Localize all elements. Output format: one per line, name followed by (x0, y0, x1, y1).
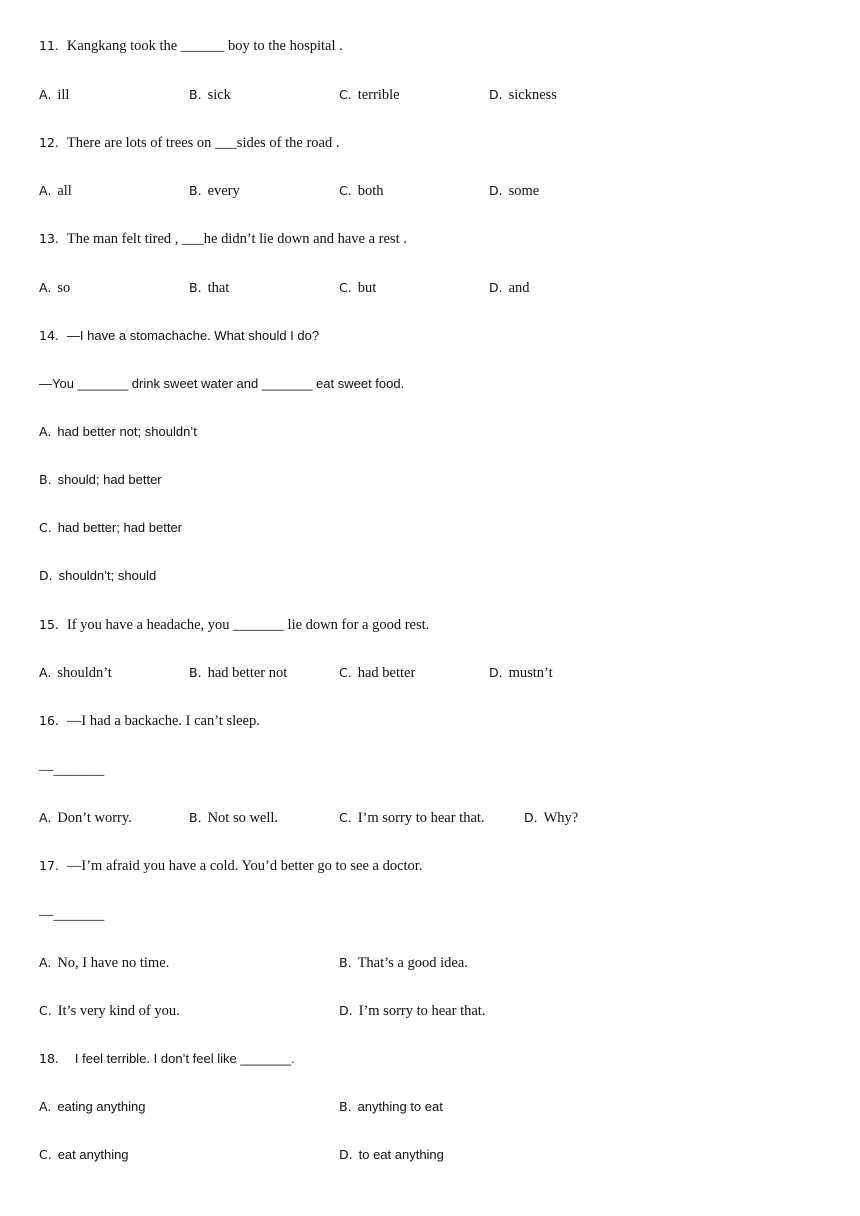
question-14-stem (39, 327, 319, 345)
option-d: D. shouldn’t; should (39, 568, 157, 583)
option-c: C. but (339, 280, 377, 296)
option-a: A. had better not; shouldn’t (39, 424, 197, 439)
option-a: A. shouldn’t (39, 665, 112, 681)
option-d: D. some (489, 183, 540, 199)
option-c: C. both (339, 183, 384, 199)
question-11-stem (39, 37, 343, 55)
question-16-stem (39, 712, 260, 730)
option-d: D. to eat anything (339, 1147, 444, 1162)
option-d: D. I’m sorry to hear that. (339, 1003, 486, 1019)
question-number: 13. (39, 231, 59, 246)
question-number: 15. (39, 617, 59, 632)
question-text: There are lots of trees on ___sides of the road . (66, 135, 340, 151)
question-number: 18. (39, 1051, 59, 1066)
option-c: C. terrible (339, 87, 400, 103)
option-b: B. sick (189, 87, 231, 103)
option-c: C. eat anything (39, 1147, 129, 1162)
option-b: B. anything to eat (339, 1099, 443, 1114)
question-text: If you have a headache, you _______ lie down for a good rest. (66, 617, 430, 633)
question-16-response: —_______ (39, 762, 105, 778)
option-b: B. that (189, 280, 230, 296)
option-c: C. I’m sorry to hear that. (339, 810, 485, 826)
question-18-stem (39, 1050, 295, 1068)
option-d: D. mustn’t (489, 665, 553, 681)
question-number: 11. (39, 38, 59, 53)
question-12-stem (39, 134, 339, 152)
option-a: A. all (39, 183, 72, 199)
option-a: A. so (39, 280, 71, 296)
option-d: D. sickness (489, 87, 557, 103)
question-17-response: —_______ (39, 907, 105, 923)
option-b: B. That’s a good idea. (339, 955, 468, 971)
option-d: D. and (489, 280, 530, 296)
option-b: B. Not so well. (189, 810, 279, 826)
question-14-response: —You _______ drink sweet water and _______ eat sweet food. (39, 376, 405, 391)
option-b: B. should; had better (39, 472, 162, 487)
option-c: C. had better (339, 665, 416, 681)
question-17-stem (39, 857, 422, 875)
option-b: B. every (189, 183, 240, 199)
question-text: —I had a backache. I can’t sleep. (66, 713, 260, 729)
option-a: A. ill (39, 87, 70, 103)
option-a: A. No, I have no time. (39, 955, 170, 971)
question-number: 14. (39, 328, 59, 343)
option-c: C. It’s very kind of you. (39, 1003, 180, 1019)
question-number: 17. (39, 858, 59, 873)
option-c: C. had better; had better (39, 520, 183, 535)
option-b: B. had better not (189, 665, 288, 681)
question-text: —I’m afraid you have a cold. You’d better go to see a doctor. (66, 858, 423, 874)
question-text: Kangkang took the ______ boy to the hospital . (66, 38, 343, 54)
question-number: 12. (39, 135, 59, 150)
option-a: A. Don’t worry. (39, 810, 132, 826)
question-15-stem (39, 616, 429, 634)
question-text: —I have a stomachache. What should I do? (66, 328, 320, 343)
question-text: The man felt tired , ___he didn’t lie down and have a rest . (66, 231, 407, 247)
option-a: A. eating anything (39, 1099, 146, 1114)
question-text: I feel terrible. I don’t feel like _______. (74, 1051, 295, 1066)
question-13-stem (39, 230, 407, 248)
option-d: D. Why? (524, 810, 579, 826)
question-number: 16. (39, 713, 59, 728)
